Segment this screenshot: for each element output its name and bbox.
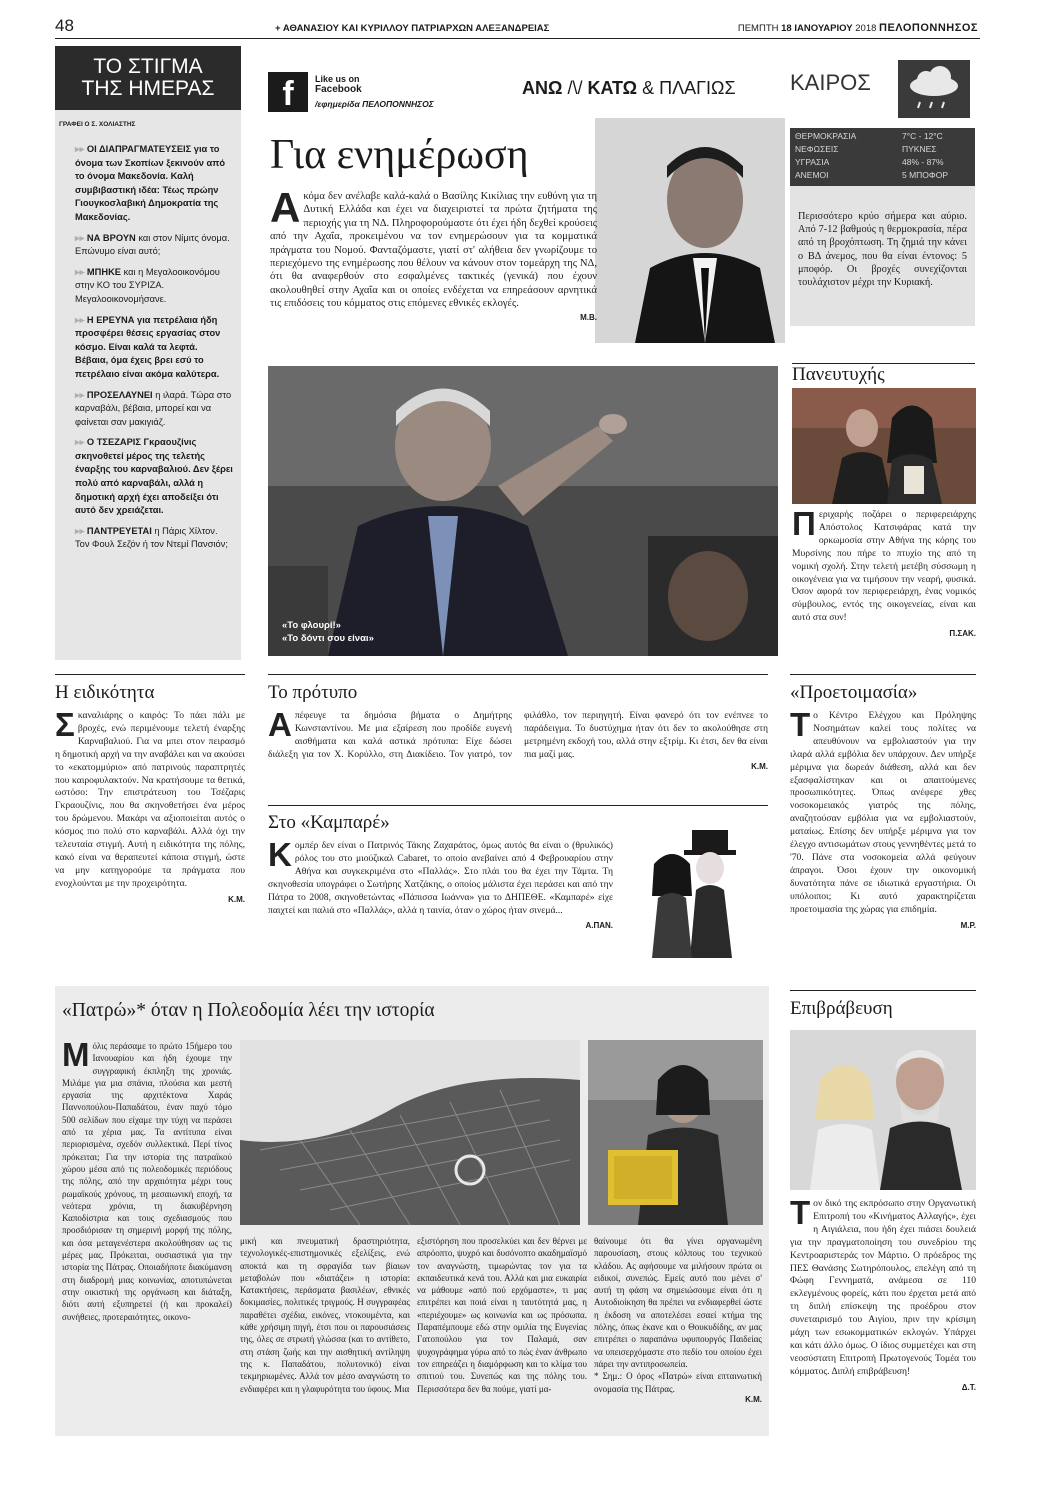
- patro-col1-text: όλις περάσαμε το πρώτο 15ήμερο του Ιανουαρίου και ήδη έχουμε την συγγραφική έκπληξη της χρονιάς. Μιλάμε για μια σπάνια, πλούσια και μεστή εργασία της αρχιτέκτονα Χαράς Παννοπούλου-Παπαδάτου, έναν παχύ τόμο 500 σελίδων που είχαμε την τύχη να περάσει από τα χέρια μας. Τα αντίτυπα είναι περιορισμένα, σχεδόν συλλεκτικά. Περί τίνος πρόκειται; Για την ιστορία της πατραϊκού χώρου μέσα από τις πολεοδομικές περιόδους της πόλης, από την αρχαιότητα μέχρι τους ρωμαϊκούς χρόνους, τη μεσαιωνική εποχή, τα νεότερα χρόνια, τη διακυβέρνηση Καποδίστρια και τους σχεδιασμούς που προσδιόρισαν τη σημερινή μορφή της πόλης, και όσα μεταγενέστερα ακολούθησαν ως τις μέρες μας. Πρόκειται, ουσιαστικά για την ιστορία της Πάτρας. Οποιαδήποτε διακύμανση στη διαδρομή μιας κοινωνίας, αποτυπώνεται στην οικιστική της οργάνωση και διάταξη, διότι αυτή εξυπηρετεί (ή και προκαλεί) συνήθειες, προτεραιότητες, οικονο-: [62, 1041, 232, 1322]
- kikilias-photo: [595, 118, 785, 343]
- epivraveusi-photo: [790, 1030, 976, 1190]
- proetoimasia-sign: Μ.Ρ.: [960, 920, 976, 930]
- ano-label: ΑΝΩ: [522, 78, 563, 98]
- ano-kato-arrows: /\/: [567, 78, 583, 98]
- enimerosi-sign: Μ.Β.: [580, 312, 597, 322]
- enimerosi-body: [270, 184, 597, 322]
- patro-col3-text: εξιστόρηση που προσελκύει και δεν θέρνει με απρόοπτο, ψυχρό και δυσόνοπτο ακαδημαϊσμό τον αναγνώστη, τιμωρώντας τον για τα εκπαιδευτικά κενά του. Αλλά και μια ευκαιρία να μάθουμε «από πού ερχόμαστε», τι μας επιτρέπει και ποιά είναι η ταυτότητά μας, η «περιέχουμε» ως κοινωνία και ως πρόσωπα. Παραπέμπουμε εδώ στην ομιλία της Ευγενίας Γατοπούλου για τον Παλαμά, σαν ψυχογράφημα γύρω από το πώς έναν άνθρωπο τον επηρεάζει η διαμόρφωση και το κλίμα του σπιτιού του. Συνεπώς και της πόλης του. Περισσότερα δεν θα πούμε, γιατί μα-: [417, 1236, 587, 1394]
- facebook-like-text: Like us on: [315, 74, 360, 84]
- kampare-photo: [620, 816, 768, 958]
- facebook-promo[interactable]: [268, 72, 468, 114]
- epivraveusi-body: [790, 1194, 976, 1392]
- enimerosi-dropcap: Α: [270, 184, 301, 231]
- caption-line-2: «Το δόντι σου είναι»: [282, 633, 374, 644]
- epivraveusi-text: ον δικό της εκπρόσωπο στην Οργανωτική Επιτροπή του «Κινήματος Αλλαγής», έχει η Αιγιάλεια, που ήδη έχει πιάσει δουλειά για την πραγματοποίηση του συνεδρίου της Κεντροαριστεράς τον Μάρτιο. Ο πρόεδρος της ΠΕΣ Θανάσης Σωτηρόπουλος, επελέγη από τη Φώφη Γεννηματά, ανάμεσα σε 110 εκλεγμένους φορείς, κάτι που έρχεται μετά από τη διπλή επίσκεψη της προέδρου στον συνεταιρισμό του Αιγίου, πριν την κρίσιμη μάχη των εσωκομματικών εκλογών. Υπάρχει και κάτι άλλο όμως. Ο ίδιος συμμετέχει και στη νεοσύστατη Επιτροπή Πρωτογενούς Τομέα του κόμματος. Διπλή επιβράβευση!: [790, 1198, 976, 1377]
- kampare-dropcap: Κ: [268, 836, 292, 873]
- weather-title: ΚΑΙΡΟΣ: [790, 70, 871, 95]
- facebook-page: /εφημερίδα ΠΕΛΟΠΟΝΝΗΣΟΣ: [315, 99, 434, 109]
- enimerosi-text: κόμα δεν ανέλαβε καλά-καλά ο Βασίλης Κικίλιας την ευθύνη για τη Δυτική Ελλάδα και έχει να διαχειριστεί τα πρώτα ζητήματα της περιοχής για τη ΝΔ. Πληροφορούμαστε ότι έχει ήδη δεχθεί κρούσεις από την Αχαΐα, προκειμένου να τον ενημερώσουν για τα κομματικά πράγματα του Νομού. Φανταζόμαστε, γιατί στ' αλήθεια δεν γνωρίζουμε το περιεχόμενο της ενημέρωσης που θέλουν να κάνουν στον τομεάρχη της ΝΔ, ότι θα αναφερθούν στο εσφαλμένες τακτικές (γενικά) που έχουν ακολουθηθεί στην Αχαΐα και οι οποίες ενδέχεται να επηρεάσουν αρνητικά τις επιδόσεις του κόμματος στις επόμενες εθνικές εκλογές.: [270, 191, 597, 310]
- proetoimasia-title: «Προετοιμασία»: [790, 682, 918, 703]
- patro-note: * Σημ.: Ο όρος «Πατρώ» είναι επταινωτική ονομασία της Πάτρας.: [594, 1371, 762, 1394]
- weather-row-clouds-label: ΝΕΦΩΣΕΙΣ: [795, 144, 839, 154]
- weather-row-temp-label: ΘΕΡΜΟΚΡΑΣΙΑ: [795, 131, 857, 141]
- weather-row-humidity-value: 48% - 87%: [902, 157, 944, 167]
- kampare-photo-illustration: [620, 816, 768, 958]
- kampare-text: ομπέρ δεν είναι ο Πατρινός Τάκης Ζαχαράτος, όμως αυτός θα είναι ο (θρυλικός) ρόλος του στο μιούζικαλ Cabaret, το οποίο ανεβαίνει από 4 Φεβρουαρίου στην Αθήνα και συγκεκριμένα στο «Παλλάς». Στο πλάι του θα έχει την Τάμτα. Τη σκηνοθεσία υπογράφει ο Σωτήρης Χατζάκης, ο οποίος μάλιστα έχει περάσει και από την Πάτρα το 2008, σκηνοθετώντας «Πάπισσα Ιωάννα» για το ΔΗΠΕΘΕ. «Καμπαρέ» είχε παιχτεί και παλιά στο «Παλλάς», αλλά η ταινία, όταν ο χώρος ήταν σινεμά...: [268, 840, 613, 916]
- page-header: [55, 14, 980, 39]
- patro-col4: [594, 1235, 762, 1404]
- paneftyxis-dropcap: Π: [792, 505, 816, 542]
- weather-row-wind-value: 5 ΜΠΟΦΟΡ: [902, 170, 948, 180]
- stigma-title-box: [55, 46, 241, 110]
- patro-title: «Πατρώ»* όταν η Πολεοδομία λέει την ιστορία: [62, 1000, 435, 1021]
- protypo-body: [268, 706, 768, 771]
- paneftyxis-photo-illustration: [792, 388, 976, 504]
- protypo-dropcap: Α: [268, 706, 292, 743]
- paneftyxis-body: [792, 505, 976, 639]
- protypo-title: Το πρότυπο: [268, 682, 358, 703]
- main-photo-illustration: [268, 366, 778, 656]
- date-year: 2018: [855, 23, 877, 34]
- plagios-label: & ΠΛΑΓΙΩΣ: [642, 78, 736, 98]
- page-number: 48: [55, 16, 74, 35]
- portrait-illustration: [595, 118, 785, 343]
- ano-kato-header: [522, 78, 736, 99]
- facebook-icon: f: [268, 72, 308, 112]
- eidikotita-text: καναλιάρης ο καιρός: Το πάει πάλι με βροχές, ενώ περιμένουμε τελετή έναρξης Καρναβαλιού. Για να μπει στον πειρασμό η δημοτική αρχή να την αναβάλει και να ακούσει το «εκατομμύριο» από πατρινούς παραπτρητές που καιροφυλακτούν. Να κρατήσουμε τα θετικά, ωστόσο: Την επιστράτευση του Τσέζαρις Γκραουζίνις, που θα σκηνοθετήσει ένα μέρος του δρώμενου. Μακάρι να αξιοποιείται αυτός ο κόσμος πιο πολύ στο καρναβάλι. Αλλά όχι την τελευταία στιγμή. Αυτή η ειδικότητα της πόλης, κακό είναι να θεραπευτεί κάποια στιγμή, ώστε να μην κατηγορούμε τα πράγματα που ενοχλούνται με την προχειρότητα.: [55, 710, 245, 889]
- main-photo-caption: [282, 619, 374, 645]
- epivraveusi-rule: [790, 990, 976, 991]
- stigma-item: ▸▸ ΟΙ ΔΙΑΠΡΑΓΜΑΤΕΥΣΕΙΣ για το όνομα των Σκοπίων ξεκινούν από το όνομα Μακεδονία. Καλή συμβιβαστική ιδέα: Τέως πρώην Γιουγκοσλαβική Δημοκρατία της Μακεδονίας.: [75, 144, 226, 222]
- enimerosi-title: Για ενημέρωση: [270, 132, 529, 178]
- protypo-sign: Κ.Μ.: [751, 761, 768, 771]
- kampare-title: Στο «Καμπαρέ»: [268, 812, 390, 833]
- main-photo: [268, 366, 778, 656]
- paneftyxis-title: Πανευτυχής: [792, 363, 975, 386]
- stigma-items: [75, 143, 233, 559]
- kampare-body: [268, 836, 613, 931]
- date-main: 18 ΙΑΝΟΥΑΡΙΟΥ: [781, 23, 853, 34]
- weather-row-clouds-value: ΠΥΚΝΕΣ: [902, 144, 937, 154]
- weather-row-humidity-label: ΥΓΡΑΣΙΑ: [795, 157, 830, 167]
- issue-date: [738, 22, 978, 34]
- stigma-item: ▸▸ ΠΑΝΤΡΕΥΕΤΑΙ η Πάρις Χίλτον. Τον Φουλ Σεζόν ή τον Ντεμί Πανσιόν;: [75, 525, 228, 550]
- proetoimasia-body: [790, 706, 976, 930]
- epivraveusi-photo-illustration: [790, 1030, 976, 1190]
- weather-text-box: [790, 186, 975, 326]
- patro-col3: [417, 1235, 587, 1395]
- aerial-illustration: [240, 1040, 580, 1225]
- eidikotita-dropcap: Σ: [55, 706, 75, 743]
- stigma-item: ▸▸ Η ΕΡΕΥΝΑ για πετρέλαια ήδη προσφέρει θέσεις εργασίας στον κόσμο. Είναι καλά τα λεφτά. Βέβαια, όμα έχεις βρει εσύ το πετρέλαιο είναι ακόμα καλύτερα.: [75, 314, 221, 379]
- stigma-item: ▸▸ ΝΑ ΒΡΟΥΝ και στον Νίμιτς όνομα. Επώνυμο είναι αυτό;: [75, 232, 230, 257]
- paneftyxis-sign: Π.ΣΑΚ.: [949, 629, 976, 639]
- paneftyxis-photo: [792, 388, 976, 504]
- protypo-rule: [268, 674, 768, 675]
- weather-row-wind-label: ΑΝΕΜΟΙ: [795, 170, 829, 180]
- eidikotita-sign: Κ.Μ.: [228, 894, 245, 904]
- proetoimasia-rule: [790, 674, 976, 675]
- patro-col2-text: μική και πνευματική δραστηριότητα, τεχνολογικές-επιστημονικές εξελίξεις, ενώ αποκτά και τη σφραγίδα των βίαιων μεταβολών που «διατάζει» η ιστορία: Κατακτήσεις, περάσματα βασιλέων, εθνικές δοκιμασίες, πολιτικές τριγμούς. Η συγγραφέας παραθέτει σχέδια, εικόνες, ντοκουμέντα, και κάθε χρήσιμη πηγή, έτσι που οι παρουσιάσεις της, όλες σε στρωτή γλώσσα (και το αντίθετο, στη στάση ζωής και την αισθητική αντίληψη της κ. Παπαδάτου, πολυτονικό) είναι τεκμηριωμένες. Αλλά τον μέσο αναγνώστη το ενδιαφέρει και η γλαφυρότητα του ύφους. Μια: [240, 1236, 410, 1394]
- epivraveusi-title: Επιβράβευση: [790, 998, 893, 1019]
- proetoimasia-dropcap: Τ: [790, 706, 811, 743]
- book-author-illustration: [588, 1040, 763, 1225]
- stigma-byline: ΓΡΑΦΕΙ Ο Σ. ΧΟΛΙΑΣΤΗΣ: [59, 121, 136, 128]
- caption-line-1: «Το φλουρί!»: [282, 620, 341, 631]
- eidikotita-body: [55, 706, 245, 904]
- stigma-item: ▸▸ ΜΠΗΚΕ και η Μεγαλοοικονόμου στην ΚΟ του ΣΥΡΙΖΑ. Μεγαλοοικονομήσανε.: [75, 266, 220, 304]
- patra-aerial-photo: [240, 1040, 580, 1225]
- patro-sign: Κ.Μ.: [745, 1394, 762, 1404]
- date-day: ΠΕΜΠΤΗ: [737, 23, 779, 34]
- masthead-saints: + ΑΘΑΝΑΣΙΟΥ ΚΑΙ ΚΥΡΙΛΛΟΥ ΠΑΤΡΙΑΡΧΩΝ ΑΛΕΞΑΝΔΡΕΙΑΣ: [275, 23, 550, 34]
- paneftyxis-text: εριχαρής ποζάρει ο περιφερειάρχης Απόστολος Κατσιφάρας κατά την ορκωμοσία στην Αθήνα της κόρης του Μυρσίνης που πήρε το πτυχίο της από τη νομική σχολή. Στην τελετή μετέβη σύσσωμη η οικογένεια για να τιμήσουν την νεαρή, φυσικά. Όσον αφορά τον περιφερειάρχη, ένας νομικός σύμβουλος, εντός της οικογενείας, είναι και αυτό στα συν!: [792, 509, 976, 624]
- protypo-text: πέφευγε τα δημόσια βήματα ο Δημήτρης Κωνσταντίνου. Με μια εξαίρεση που προδίδε ευγενή αισθήματα και καλά αστικά πρότυπα: Είχε δώσει διάλεξη για τον Χ. Κορύλλο, στη Διακίδειο. Τον γιατρό, τον φιλάθλο, τον περιηγητή. Είναι φανερό ότι τον ενέπνεε το παράδειγμα. Το δυστύχημα ήταν ότι δεν το ακολούθησε στη μετρημένη εκδοχή του, αλλά στην εξτρίμ. Κι έτσι, δεν θα είναι πια μαζί μας.: [268, 710, 768, 760]
- patro-dropcap: Μ: [62, 1036, 90, 1073]
- kampare-rule: [268, 805, 768, 806]
- stigma-item: ▸▸ Ο ΤΣΕΖΑΡΙΣ Γκραουζίνις σκηνοθετεί μέρος της τελετής έναρξης του καρναβαλιού. Δεν ξέρει πολύ από καρναβάλι, αλλά η δημοτική αρχή έχει αποδείξει ότι αυτό δεν χρειάζεται.: [75, 437, 233, 516]
- patro-col2: [240, 1235, 410, 1395]
- stigma-title-line2: ΤΗΣ ΗΜΕΡΑΣ: [81, 77, 215, 100]
- proetoimasia-text: ο Κέντρο Ελέγχου και Πρόληψης Νοσημάτων καλεί τους πολίτες να απευθύνουν να εμβολιαστούν για την ιλαρά αλλά εμβόλια δεν υπάρχουν. Δεν υπήρξε μέριμνα για δωρεάν διάθεση, αλλά και δεν εξασφαλίστηκαν και οι απαιτούμενες προσωπικότητες. Όπως ανέφερε χθες νοσοκομειακός γιατρός της πόλης, αναζητούσαν εμβόλια για να εμβολιαστούν, ματαίως. Επίσης δεν υπήρξε μέριμνα για τον έλεγχο αντισωμάτων στους γεννηθέντες μετά το '70. Πάνε στα νοσοκομεία αλλά φεύγουν άπραγοι. Όσοι έχουν την οικονομική δυνατότητα πάνε σε ιδιωτικά εργαστήρια. Οι υπόλοιποι; Κι αυτό χαρακτηρίζεται προετοιμασία της χώρας για επιδημία.: [790, 710, 976, 915]
- patro-col1: [62, 1036, 232, 1323]
- weather-text: Περισσότερο κρύο σήμερα και αύριο. Από 7-12 βαθμούς η θερμοκρασία, πέρα από τη βροχόπτωση. Τη ζημιά την κάνει ο ΒΔ άνεμος, που θα είναι έντονος: 5 μποφόρ. Οι βροχές συνεχίζονται τουλάχιστον μέχρι την Κυριακή.: [798, 211, 967, 289]
- epivraveusi-dropcap: Τ: [790, 1194, 811, 1231]
- weather-row-temp-value: 7°C - 12°C: [902, 131, 943, 141]
- stigma-item: ▸▸ ΠΡΟΣΕΛΑΥΝΕΙ η ιλαρά. Τώρα στο καρναβάλι, βέβαια, μπορεί και να φαίνεται σαν μακιγιάζ.: [75, 389, 232, 427]
- paper-name: ΠΕΛΟΠΟΝΝΗΣΟΣ: [879, 22, 978, 34]
- kato-label: ΚΑΤΩ: [587, 78, 638, 98]
- kampare-sign: Α.ΠΑΝ.: [585, 921, 613, 931]
- eidikotita-title: Η ειδικότητα: [55, 682, 155, 703]
- patro-col4-text: θαίνουμε ότι θα γίνει οργανωμένη παρουσίαση, στους κόλπους του τεχνικού κλάδου. Ας αφήσουμε να μιλήσουν πρώτα οι ειδικοί, συνεπώς. Εμείς αυτό που μένει σ' αυτή τη φάση να σημειώσουμε είναι ότι η Αυτοδιοίκηση θα πρέπει να ενδιαφερθεί ώστε η έκδοση να αποτελέσει εσαεί κτήμα της πόλης, όπως έκανε και ο Θουκυδίδης, αν μας επιτρέπει ο παραπάνω υφυπουργός Παιδείας να υπεισερχόμαστε στο πεδίο του οποίου έχει πάρει την αντιπροσωπεία.: [594, 1236, 762, 1369]
- book-author-photo: [588, 1040, 763, 1225]
- epivraveusi-sign: Δ.Τ.: [961, 1382, 976, 1392]
- facebook-label: Facebook: [315, 84, 362, 95]
- eidikotita-rule: [55, 674, 245, 675]
- weather-table: [790, 128, 975, 186]
- rain-cloud-icon: [898, 60, 970, 118]
- stigma-title-line1: ΤΟ ΣΤΙΓΜΑ: [93, 55, 203, 78]
- stigma-column: [55, 110, 241, 660]
